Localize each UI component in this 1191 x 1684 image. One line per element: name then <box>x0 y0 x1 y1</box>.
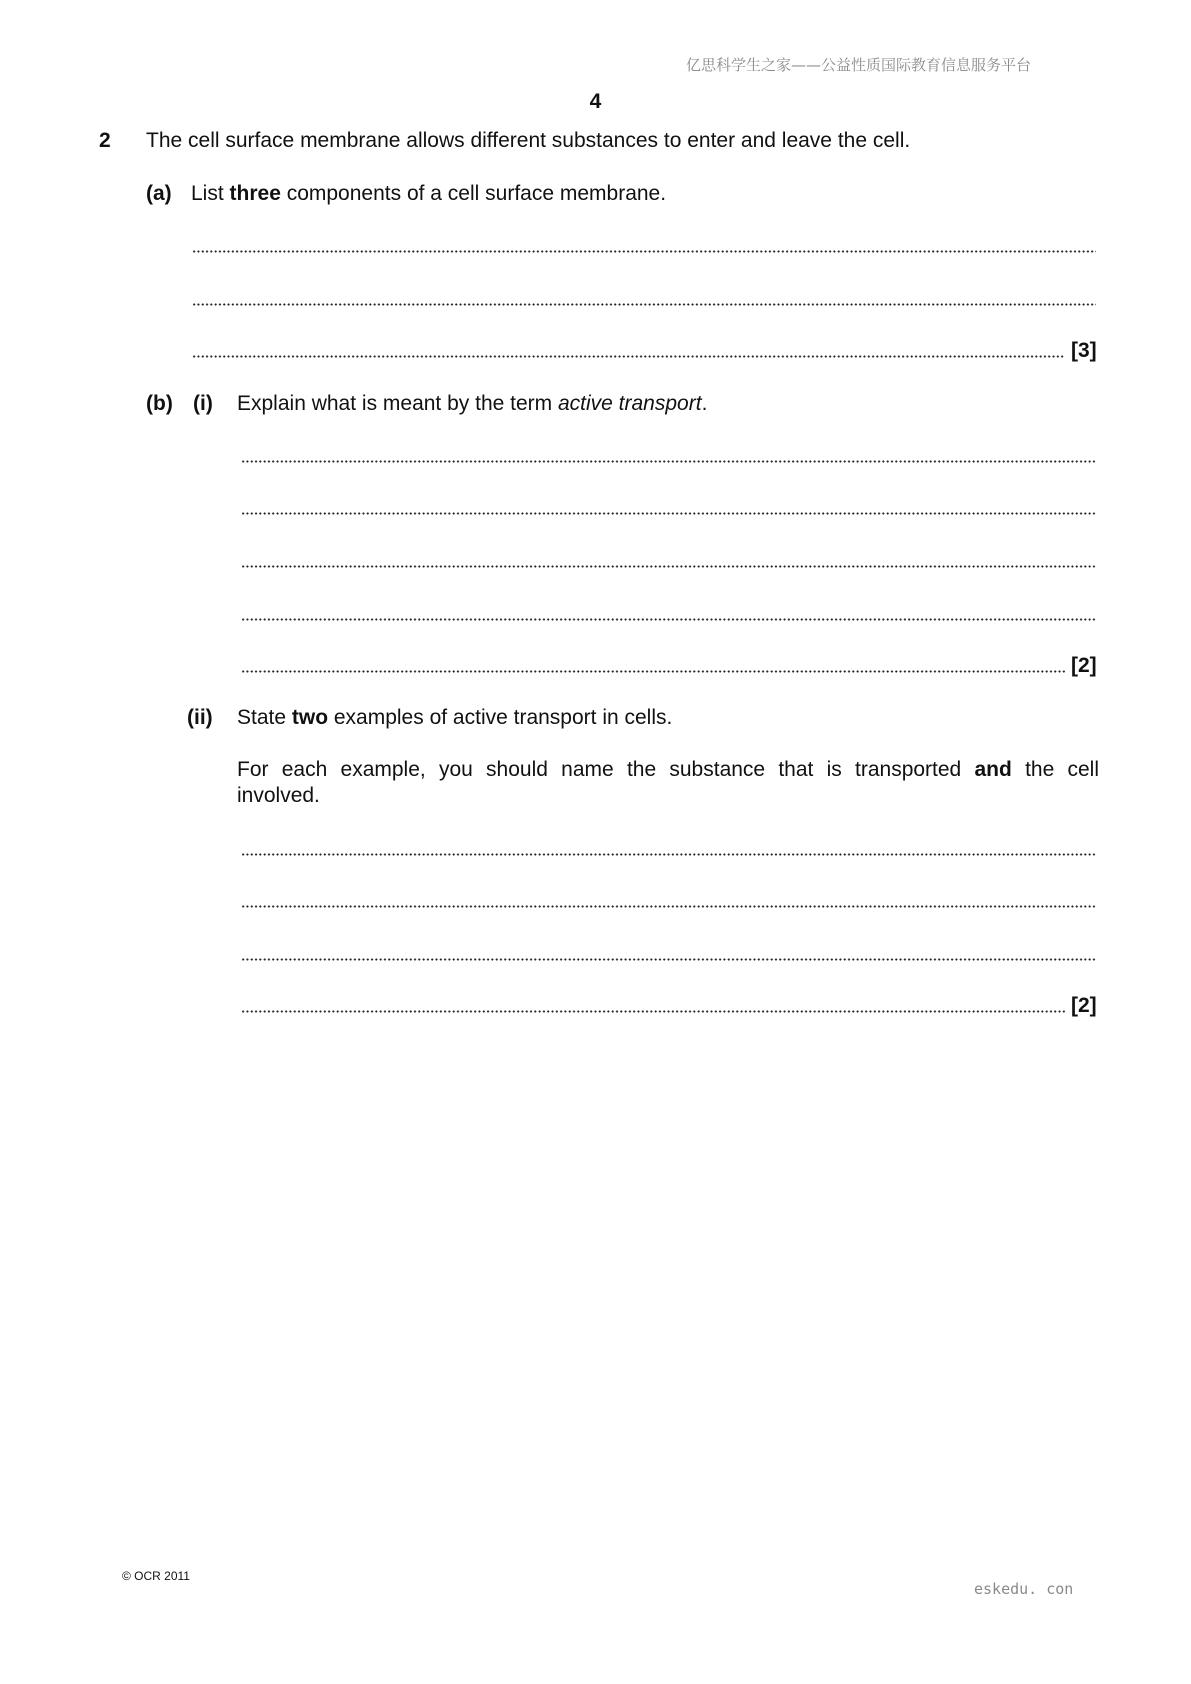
watermark-footer: eskedu. con <box>974 1580 1074 1598</box>
copyright-notice: © OCR 2011 <box>122 1569 190 1583</box>
part-b-i-label: (i) <box>193 392 213 415</box>
answer-line-b-i-3[interactable] <box>241 565 1096 568</box>
part-a-text-after: components of a cell surface membrane. <box>280 182 667 205</box>
part-b-label: (b) <box>146 392 173 415</box>
instruction-text-bold: and <box>974 758 1012 781</box>
part-b-ii-instruction-line-1 <box>237 757 1099 783</box>
part-a-text-bold: three <box>229 182 281 205</box>
marks-a: [3] <box>1071 339 1097 362</box>
instruction-text-after: the cell <box>1011 758 1100 781</box>
part-b-ii-instruction-line-2: involved. <box>237 784 320 807</box>
part-b-ii-instruction <box>237 757 1099 809</box>
watermark-header: 亿思科学生之家——公益性质国际教育信息服务平台 <box>686 56 1032 74</box>
answer-line-b-ii-2[interactable] <box>241 905 1096 908</box>
part-b-i-prompt <box>237 391 707 417</box>
part-b-i-text-italic: active transport <box>557 392 702 415</box>
part-b-ii-text-bold: two <box>291 706 329 729</box>
page-number: 4 <box>589 90 602 113</box>
part-a-label: (a) <box>146 182 172 205</box>
part-a-text-before: List <box>191 182 230 205</box>
marks-b-i: [2] <box>1071 654 1097 677</box>
answer-line-b-i-2[interactable] <box>241 512 1096 515</box>
marks-b-ii: [2] <box>1071 994 1097 1017</box>
part-b-ii-prompt <box>237 705 672 731</box>
answer-line-a-1[interactable] <box>192 250 1096 253</box>
part-a-prompt <box>191 181 666 207</box>
answer-line-b-i-5[interactable] <box>241 670 1065 673</box>
answer-line-b-i-4[interactable] <box>241 618 1096 621</box>
part-b-ii-text-after: examples of active transport in cells. <box>328 706 673 729</box>
answer-line-b-ii-3[interactable] <box>241 958 1096 961</box>
part-b-ii-label: (ii) <box>187 706 213 729</box>
question-number: 2 <box>99 129 111 152</box>
instruction-text-before: For each example, you should name the substance that is transported <box>237 758 975 781</box>
part-b-i-text-after: . <box>701 392 708 415</box>
answer-line-a-3[interactable] <box>192 355 1065 358</box>
answer-line-a-2[interactable] <box>192 303 1096 306</box>
answer-line-b-i-1[interactable] <box>241 460 1096 463</box>
question-stem: The cell surface membrane allows different substances to enter and leave the cell. <box>146 129 911 152</box>
answer-line-b-ii-1[interactable] <box>241 853 1096 856</box>
answer-line-b-ii-4[interactable] <box>241 1010 1065 1013</box>
part-b-i-text-before: Explain what is meant by the term <box>237 392 558 415</box>
part-b-ii-text-before: State <box>237 706 292 729</box>
